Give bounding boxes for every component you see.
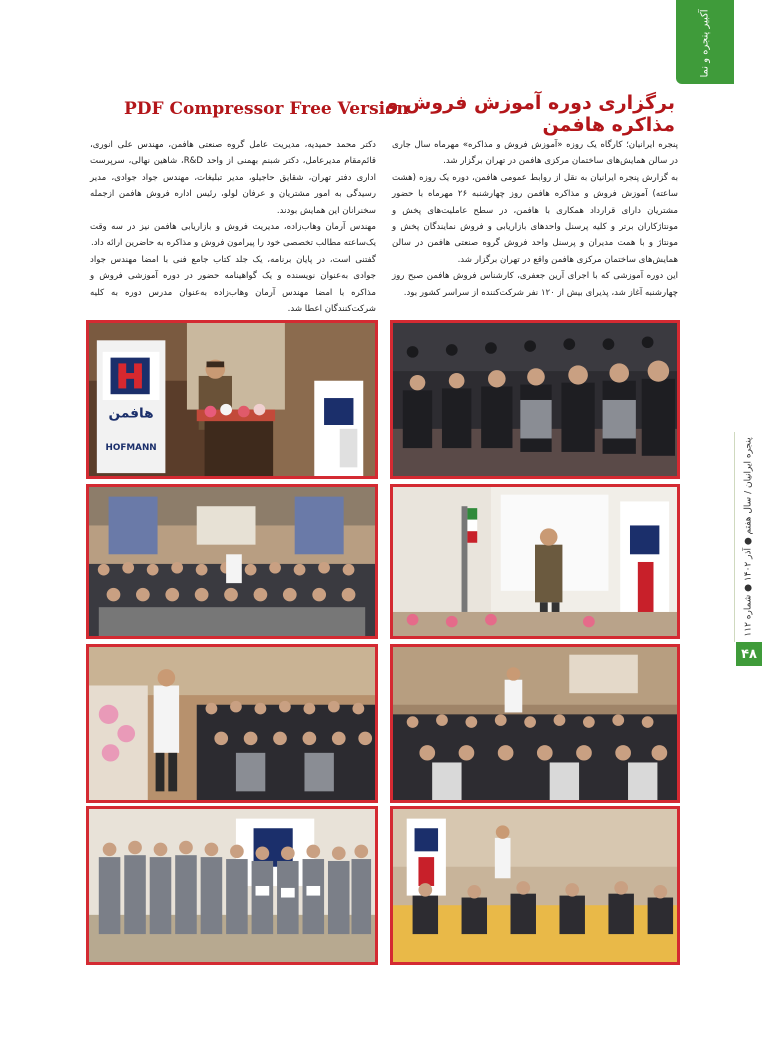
paragraph: گفتنی است، در پایان برنامه، یک جلد کتاب جامع فنی با امضا مهندس جواد جوادی به‌عنوان نویسنده و یک گواهینامه حضور در دوره آموزشی فروش و مذاکره با امضا مهندس آرمان وهاب‌زاده به‌عنوان مدرس دوره به کلیه شرکت‌کنندگان اعطا شد. xyxy=(90,254,376,315)
photo-hall-audience xyxy=(86,484,378,639)
banner-brand-text: هافمن xyxy=(108,405,154,422)
section-tab xyxy=(676,0,734,84)
page-number: ۴۸ xyxy=(736,642,762,666)
photo-speaker-hall xyxy=(86,644,378,803)
side-strip xyxy=(734,432,762,642)
article-right-column xyxy=(392,137,678,301)
article-title: برگزاری دوره آموزش فروش و مذاکره هافمن xyxy=(386,92,675,136)
paragraph: دکتر محمد حمیدیه، مدیریت عامل گروه صنعتی هافمن، مهندس علی انوری، قائم‌مقام مدیرعامل، دکتر شبنم بهمنی از واحد R&D، شاهین نهالی، سرپرست اداری دفتر تهران، شقایق حاجیلو، مدیر تبلیغات، مهندس جواد جوادی، مدیر رسیدگی به امور مشتریان و عرفان لولو، رئیس اداره فروش هافمن ازجمله سخنرانان این همایش بودند. xyxy=(90,140,376,216)
photo-speaker-podium xyxy=(86,320,378,479)
photo-audience-front-row xyxy=(390,320,680,479)
paragraph: به گزارش پنجره ایرانیان به نقل از روابط عمومی هافمن، دوره یک روزه (هشت ساعته) آموزش فروش و مذاکره هافمن روز چهارشنبه ۲۶ مهرماه با حضور مشتریان دارای قرارداد همکاری با هافمن، در سطح عاملیت‌های پخش و مونتاژکاران برتر و کلیه پرسنل واحدهای بازاریابی و فروش نمایندگان پخش و مونتاژ و با همت مدیران و پرسنل واحد فروش گروه صنعتی هافمن در سالن همایش‌های ساختمان مرکزی هافمن واقع در تهران برگزار شد. xyxy=(392,172,678,265)
paragraph: مهندس آرمان وهاب‌زاده، مدیریت فروش و بازاریابی هافمن نیز در سه وقت یک‌ساعته مطالب تخصصی خود را پیرامون فروش و مذاکره به حاضرین ارائه داد. xyxy=(90,222,376,249)
side-strip-text: پنجره ایرانیان / سال هفتم ● آذر ۱۴۰۲ ● شماره ۱۱۲ xyxy=(744,437,755,637)
section-tab-label: آکبیر پنجره و نما xyxy=(699,8,711,78)
paragraph: پنجره ایرانیان؛ کارگاه یک روزه «آموزش فروش و مذاکره» مهرماه سال جاری در سالن همایش‌های ساختمان مرکزی هافمن در تهران برگزار شد. xyxy=(392,140,678,167)
photo-group-certificates xyxy=(86,806,378,965)
banner-latin-text: HOFMANN xyxy=(105,443,157,453)
photo-audience-rows xyxy=(390,644,680,803)
paragraph: این دوره آموزشی که با اجرای آرین جعفری، کارشناس فروش هافمن صبح روز چهارشنبه آغاز شد، پذیرای بیش از ۱۲۰ نفر شرکت‌کننده از سراسر کشور بود. xyxy=(392,271,678,298)
photo-presenter-stage xyxy=(390,484,680,639)
watermark-text: PDF Compressor Free Version xyxy=(124,99,409,119)
article-left-column xyxy=(90,137,376,317)
photo-seated-audience xyxy=(390,806,680,965)
